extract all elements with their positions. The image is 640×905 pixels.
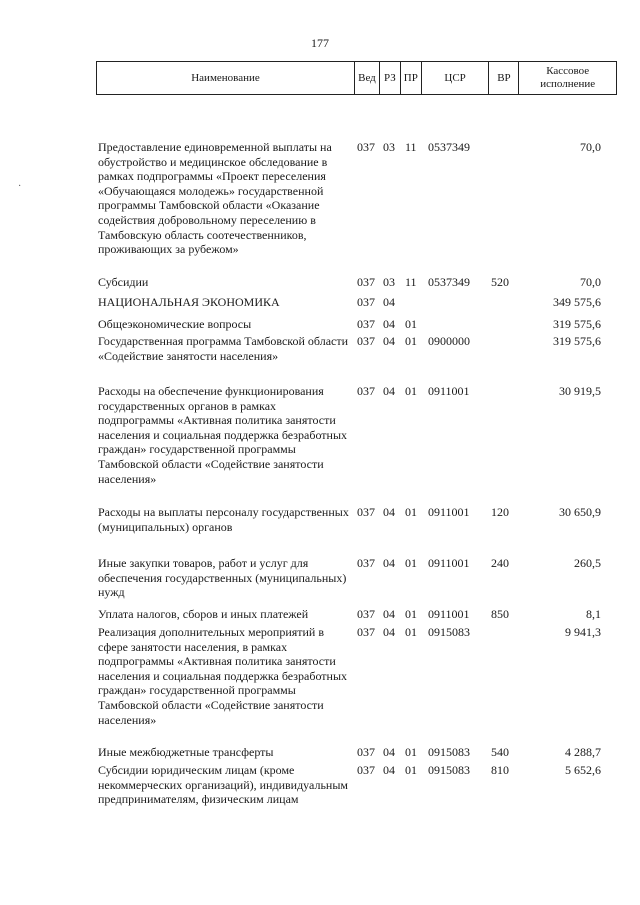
cell-pr: 11	[405, 140, 417, 154]
table-row	[96, 745, 617, 760]
cell-name: Государственная программа Тамбовской области «Содействие занятости населения»	[98, 334, 349, 363]
cell-rz: 04	[383, 745, 395, 759]
cell-rz: 03	[383, 275, 395, 289]
cell-name: Расходы на обеспечение функционирования государственных органов в рамках подпрограммы «Активная политика занятости населения и социальная поддержка безработных граждан» государственной программы Тамбовской области «Содействие занятости населения»	[98, 384, 348, 486]
cell-csr: 0911001	[428, 607, 470, 621]
table-header	[96, 61, 617, 95]
cell-rz: 04	[383, 625, 395, 639]
cell-name: НАЦИОНАЛЬНАЯ ЭКОНОМИКА	[98, 295, 280, 309]
table-row	[96, 334, 617, 363]
cell-vr: 240	[491, 556, 509, 570]
cell-csr: 0900000	[428, 334, 470, 348]
cell-vr: 810	[491, 763, 509, 777]
table-row	[96, 505, 617, 534]
table-row	[96, 607, 617, 622]
cell-name: Реализация дополнительных мероприятий в сфере занятости населения, в рамках подпрограммы «Активная политика занятости населения и социальная поддержка безработных граждан» государственной программы Тамбовской области «Содействие занятости населения»	[98, 625, 348, 727]
cell-pr	[405, 295, 427, 310]
cell-pr: 11	[405, 275, 417, 289]
cell-sum: 70,0	[580, 275, 601, 289]
cell-pr: 01	[405, 317, 417, 331]
cell-sum: 30 650,9	[559, 505, 601, 519]
cell-ved: 037	[357, 607, 375, 621]
cell-vr	[491, 295, 521, 310]
cell-sum: 319 575,6	[553, 334, 601, 348]
header-ved: Вед	[355, 62, 380, 94]
header-sum: Кассовое исполнение	[540, 65, 596, 90]
cell-name: Иные межбюджетные трансферты	[98, 745, 274, 759]
cell-ved: 037	[357, 317, 375, 331]
cell-name: Иные закупки товаров, работ и услуг для обеспечения государственных (муниципальных) нужд	[98, 556, 347, 600]
cell-rz: 04	[383, 384, 395, 398]
cell-vr: 540	[491, 745, 509, 759]
cell-name: Уплата налогов, сборов и иных платежей	[98, 607, 309, 621]
cell-sum: 5 652,6	[565, 763, 601, 777]
cell-pr: 01	[405, 763, 417, 777]
cell-name: Расходы на выплаты персоналу государственных (муниципальных) органов	[98, 505, 349, 534]
cell-pr: 01	[405, 556, 417, 570]
cell-sum: 260,5	[574, 556, 601, 570]
table-row	[96, 295, 617, 310]
cell-csr	[427, 317, 491, 332]
cell-ved: 037	[357, 763, 375, 777]
cell-name: Общеэкономические вопросы	[98, 317, 252, 331]
cell-sum: 30 919,5	[559, 384, 601, 398]
cell-rz: 04	[383, 334, 395, 348]
cell-csr: 0911001	[428, 505, 470, 519]
cell-sum: 4 288,7	[565, 745, 601, 759]
cell-ved: 037	[357, 625, 375, 639]
header-csr: ЦСР	[422, 62, 490, 94]
cell-vr: 850	[491, 607, 509, 621]
cell-pr: 01	[405, 607, 417, 621]
cell-sum: 8,1	[586, 607, 601, 621]
cell-ved: 037	[357, 295, 375, 309]
cell-rz: 03	[383, 140, 395, 154]
table-row	[96, 140, 617, 257]
cell-ved: 037	[357, 384, 375, 398]
cell-name: Субсидии юридическим лицам (кроме некоммерческих организаций), индивидуальным предпринимателям, физическим лицам	[98, 763, 348, 807]
page-number: 177	[311, 36, 329, 50]
cell-vr: 120	[491, 505, 509, 519]
cell-vr: 520	[491, 275, 509, 289]
cell-name: Предоставление единовременной выплаты на обустройство и медицинское обследование в рамках подпрограммы «Проект переселения «Обучающаяся молодежь» государственной программы Тамбовской области «Оказание содействия добровольному переселению в Тамбовскую область соотечественников, проживающих за рубежом»	[98, 140, 332, 257]
table-row	[96, 625, 617, 727]
cell-name: Субсидии	[98, 275, 149, 289]
cell-pr: 01	[405, 505, 417, 519]
cell-pr: 01	[405, 745, 417, 759]
cell-sum: 349 575,6	[553, 295, 601, 309]
cell-ved: 037	[357, 140, 375, 154]
cell-vr	[491, 140, 521, 257]
header-vr: ВР	[489, 62, 519, 94]
cell-sum: 70,0	[580, 140, 601, 154]
table-row	[96, 317, 617, 332]
cell-csr: 0915083	[428, 745, 470, 759]
cell-csr: 0537349	[428, 275, 470, 289]
cell-pr: 01	[405, 625, 417, 639]
cell-vr	[491, 334, 521, 363]
cell-rz: 04	[383, 556, 395, 570]
cell-rz: 04	[383, 763, 395, 777]
cell-rz: 04	[383, 505, 395, 519]
header-name: Наименование	[97, 62, 355, 94]
cell-sum: 9 941,3	[565, 625, 601, 639]
cell-csr: 0537349	[428, 140, 470, 154]
cell-vr	[491, 384, 521, 486]
cell-csr	[427, 295, 491, 310]
cell-rz: 04	[383, 607, 395, 621]
table-row	[96, 556, 617, 600]
cell-sum: 319 575,6	[553, 317, 601, 331]
cell-pr: 01	[405, 384, 417, 398]
cell-vr	[491, 317, 521, 332]
cell-csr: 0911001	[428, 384, 470, 398]
table-row	[96, 275, 617, 290]
table-row	[96, 763, 617, 807]
cell-vr	[491, 625, 521, 727]
table-row	[96, 384, 617, 486]
margin-mark: ·	[18, 181, 22, 192]
cell-ved: 037	[357, 745, 375, 759]
cell-csr: 0915083	[428, 625, 470, 639]
cell-ved: 037	[357, 505, 375, 519]
budget-table	[96, 61, 617, 807]
cell-rz: 04	[383, 295, 395, 309]
cell-ved: 037	[357, 556, 375, 570]
cell-rz: 04	[383, 317, 395, 331]
header-rz: РЗ	[380, 62, 401, 94]
header-pr: ПР	[401, 62, 422, 94]
cell-csr: 0911001	[428, 556, 470, 570]
cell-ved: 037	[357, 334, 375, 348]
cell-ved: 037	[357, 275, 375, 289]
cell-pr: 01	[405, 334, 417, 348]
cell-csr: 0915083	[428, 763, 470, 777]
